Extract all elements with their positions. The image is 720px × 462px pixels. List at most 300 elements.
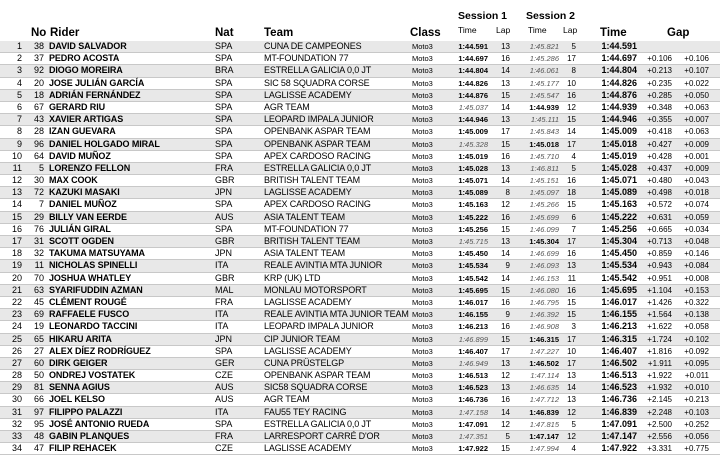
gap-to-previous-cell: +0.213 [684,395,709,405]
best-time-cell: 1:45.450 [601,248,637,259]
class-cell: Moto3 [412,383,433,393]
class-cell: Moto3 [412,297,433,307]
rider-name-cell: SYARIFUDDIN AZMAN [49,284,143,295]
team-cell: REALE AVINTIA MTA JUNIOR [264,260,383,271]
session2-lap-cell: 17 [567,54,576,64]
rider-name-cell: HIKARU ARITA [49,333,112,344]
position-cell: 18 [11,248,22,259]
rider-name-cell: JOSÉ ANTONIO RUEDA [49,418,150,429]
team-cell: MT-FOUNDATION 77 [264,53,349,64]
best-time-cell: 1:45.542 [601,272,637,283]
session2-lap-cell: 15 [567,115,576,125]
rider-name-cell: LEONARDO TACCINI [49,321,138,332]
best-time-cell: 1:47.922 [601,443,637,454]
session2-time-cell: 1:47.712 [529,395,559,405]
position-cell: 13 [11,187,22,198]
table-row [0,285,720,297]
session1-lap-cell: 13 [501,237,510,246]
session2-lap-cell: 14 [567,383,576,393]
rider-name-cell: DIOGO MOREIRA [49,65,123,76]
session1-time-subheader: Time [458,25,477,35]
gap-to-first-cell: +0.437 [647,163,672,173]
nationality-cell: JPN [215,248,233,259]
gap-to-first-cell: +0.713 [647,237,672,246]
session1-time-cell: 1:45.256 [458,224,488,234]
table-row [0,41,720,53]
gap-to-previous-cell: +0.063 [684,127,709,137]
nationality-cell: AUS [215,382,234,393]
team-cell: ESTRELLA GALICIA 0,0 JT [264,65,372,76]
class-cell: Moto3 [412,346,433,356]
class-cell: Moto3 [412,90,433,100]
rider-name-cell: ONDREJ VOSTATEK [49,370,136,381]
gap-to-previous-cell: +0.146 [684,249,709,259]
session1-time-cell: 1:46.407 [458,346,488,356]
class-cell: Moto3 [412,322,433,332]
table-row [0,443,720,455]
rider-name-cell: FILIPPO PALAZZI [49,406,123,417]
best-time-cell: 1:45.009 [601,126,637,137]
session1-lap-cell: 14 [501,102,510,112]
rider-number-cell: 69 [33,309,44,320]
rider-number-cell: 81 [33,382,44,393]
no-header: No [31,27,47,39]
session2-lap-cell: 17 [567,334,576,344]
gap-to-previous-cell: +0.095 [684,358,709,368]
session1-lap-cell: 12 [501,200,510,210]
nationality-cell: FRA [215,296,233,307]
session1-lap-cell: 15 [501,224,510,234]
session1-time-cell: 1:46.899 [458,334,488,344]
rider-number-cell: 43 [33,114,44,125]
session1-time-cell: 1:46.513 [458,371,488,381]
class-cell: Moto3 [412,273,433,283]
session2-time-cell: 1:46.080 [529,285,559,295]
session2-lap-cell: 13 [567,395,576,405]
rider-name-cell: JULIÁN GIRAL [49,223,111,234]
best-time-cell: 1:45.018 [601,138,637,149]
gap-to-previous-cell: +0.011 [684,371,709,381]
gap-to-first-cell: +0.348 [647,102,672,112]
gap-to-first-cell: +0.665 [647,224,672,234]
best-time-cell: 1:44.826 [601,77,637,88]
gap-to-first-cell: +0.213 [647,66,672,76]
team-cell: BRITISH TALENT TEAM [264,175,361,186]
gap-to-first-cell: +1.922 [647,371,672,381]
team-cell: SIC 58 SQUADRA CORSE [264,77,370,88]
team-cell: ASIA TALENT TEAM [264,211,345,222]
session2-time-cell: 1:46.635 [529,383,559,393]
position-cell: 8 [16,126,22,137]
session1-lap-cell: 14 [501,66,510,76]
rider-name-cell: TAKUMA MATSUYAMA [49,248,145,259]
position-cell: 9 [16,138,22,149]
nationality-cell: MAL [215,284,234,295]
session2-lap-cell: 5 [571,163,576,173]
gap-to-first-cell: +2.556 [647,432,672,441]
best-time-cell: 1:44.946 [601,114,637,125]
session1-lap-cell: 16 [501,212,510,222]
session1-time-cell: 1:44.826 [458,78,488,88]
best-time-cell: 1:47.091 [601,418,637,429]
session2-time-cell: 1:46.392 [529,310,559,320]
session2-time-cell: 1:47.114 [530,371,559,381]
rider-number-cell: 7 [38,199,44,210]
session2-time-cell: 1:45.177 [529,78,559,88]
session2-time-cell: 1:45.151 [529,176,559,186]
session2-lap-cell: 7 [571,224,576,234]
rider-name-cell: DANIEL HOLGADO MIRAL [49,138,160,149]
session2-lap-cell: 8 [571,66,576,76]
table-row [0,346,720,358]
rider-number-cell: 63 [33,284,44,295]
position-cell: 6 [16,101,22,112]
table-row [0,273,720,285]
rider-number-cell: 70 [33,272,44,283]
session1-lap-cell: 15 [501,90,510,100]
session2-time-cell: 1:46.061 [529,66,559,76]
position-cell: 7 [16,114,22,125]
gap-to-first-cell: +0.951 [647,273,672,283]
team-cell: ESTRELLA GALICIA 0,0 JT [264,162,372,173]
position-cell: 10 [11,150,22,161]
position-cell: 26 [11,345,22,356]
rider-name-cell: JOSHUA WHATLEY [49,272,132,283]
gap-to-first-cell: +0.428 [647,151,672,161]
team-header: Team [264,27,294,39]
session1-lap-cell: 16 [501,322,510,332]
session2-lap-cell: 11 [567,273,576,283]
best-time-cell: 1:45.304 [601,236,637,246]
team-cell: AGR TEAM [264,101,310,112]
session1-lap-cell: 17 [501,127,510,137]
gap-to-previous-cell: +0.056 [684,432,709,441]
session2-time-cell: 1:46.093 [529,261,559,271]
rider-number-cell: 20 [33,77,44,88]
rider-number-cell: 65 [33,333,44,344]
session1-time-cell: 1:45.089 [458,188,488,198]
best-time-cell: 1:45.028 [601,162,637,173]
session2-time-cell: 1:46.839 [529,407,559,417]
session2-lap-cell: 10 [567,346,576,356]
table-row [0,163,720,175]
table-row [0,151,720,163]
session2-time-cell: 1:46.099 [529,224,559,234]
session1-lap-cell: 16 [501,297,510,307]
gap-to-first-cell: +1.622 [647,322,672,332]
session2-time-cell: 1:45.821 [529,42,559,51]
session1-time-cell: 1:46.949 [458,358,488,368]
table-row [0,419,720,431]
session2-lap-cell: 12 [567,432,576,441]
session1-lap-cell: 13 [501,358,510,368]
session2-time-cell: 1:45.111 [530,115,559,125]
session2-time-subheader: Time [528,25,547,35]
position-cell: 4 [16,77,22,88]
rider-number-cell: 47 [33,443,44,454]
table-row [0,139,720,151]
session1-time-cell: 1:47.091 [458,419,488,429]
best-time-cell: 1:46.513 [601,370,637,381]
class-cell: Moto3 [412,151,433,161]
nationality-cell: SPA [215,150,233,161]
team-cell: LAGLISSE ACADEMY [264,296,352,307]
rider-header: Rider [50,27,80,39]
session2-lap-cell: 16 [567,90,576,100]
team-cell: CUNA DE CAMPEONES [264,41,362,51]
rider-name-cell: ADRIÁN FERNÁNDEZ [49,89,141,100]
gap-to-previous-cell: +0.009 [684,163,709,173]
session2-lap-cell: 5 [571,419,576,429]
rider-name-cell: DIRK GEIGER [49,357,108,368]
results-table [0,41,720,455]
session1-time-cell: 1:45.028 [458,163,488,173]
rider-number-cell: 29 [33,211,44,222]
session2-lap-cell: 17 [567,237,576,246]
position-cell: 28 [11,370,22,381]
rider-number-cell: 30 [33,175,44,186]
position-cell: 20 [11,272,22,283]
nationality-cell: SPA [215,223,233,234]
gap-to-first-cell: +3.331 [647,444,672,454]
session2-lap-cell: 13 [567,261,576,271]
rider-number-cell: 5 [38,162,44,173]
session1-time-cell: 1:46.523 [458,383,488,393]
class-cell: Moto3 [412,200,433,210]
class-cell: Moto3 [412,188,433,198]
session1-lap-cell: 15 [501,285,510,295]
rider-name-cell: JOEL KELSO [49,394,105,405]
rider-name-cell: BILLY VAN EERDE [49,211,127,222]
session1-time-cell: 1:45.019 [458,151,488,161]
team-cell: SIC58 SQUADRA CORSE [264,382,368,393]
team-cell: CUNA PRÜSTELGP [264,357,344,368]
nationality-cell: FRA [215,162,233,173]
session1-lap-cell: 12 [501,419,510,429]
rider-number-cell: 50 [33,370,44,381]
position-cell: 21 [11,284,22,295]
position-cell: 2 [16,53,22,64]
best-time-cell: 1:45.163 [601,199,637,210]
session1-lap-cell: 16 [501,54,510,64]
table-row [0,431,720,443]
best-time-cell: 1:45.534 [601,260,637,271]
nationality-cell: SPA [215,101,233,112]
session1-time-cell: 1:44.946 [458,115,488,125]
team-cell: CIP JUNIOR TEAM [264,333,340,344]
rider-name-cell: FILIP REHACEK [49,443,117,454]
position-cell: 27 [11,357,22,368]
team-cell: LARRESPORT CARRÉ D'OR [264,431,380,441]
gap-to-first-cell: +0.859 [647,249,672,259]
table-row [0,126,720,138]
session2-time-cell: 1:45.547 [529,90,559,100]
position-cell: 22 [11,296,22,307]
gap-to-first-cell: +0.943 [647,261,672,271]
session1-lap-cell: 16 [501,151,510,161]
rider-number-cell: 18 [33,89,44,100]
position-cell: 34 [11,443,22,454]
session2-time-cell: 1:46.153 [529,273,559,283]
gap-to-previous-cell: +0.001 [684,151,709,161]
team-cell: LAGLISSE ACADEMY [264,89,352,100]
session1-time-cell: 1:47.158 [458,407,488,417]
session1-lap-cell: 14 [501,407,510,417]
table-row [0,248,720,260]
session1-time-cell: 1:45.534 [458,261,488,271]
session2-time-cell: 1:47.994 [529,444,559,454]
class-cell: Moto3 [412,163,433,173]
session1-time-cell: 1:46.213 [458,322,488,332]
session1-time-cell: 1:46.017 [458,297,488,307]
nationality-cell: GBR [215,272,235,283]
gap-to-previous-cell: +0.084 [684,261,709,271]
gap-to-first-cell: +2.248 [647,407,672,417]
session2-time-cell: 1:45.843 [529,127,559,137]
session2-lap-cell: 17 [567,358,576,368]
rider-number-cell: 32 [33,248,44,259]
best-time-cell: 1:46.736 [601,394,637,405]
session2-lap-cell: 12 [567,407,576,417]
session1-time-cell: 1:47.922 [458,444,488,454]
rider-name-cell: PEDRO ACOSTA [49,53,120,64]
gap-to-first-cell: +1.816 [647,346,672,356]
team-cell: OPENBANK ASPAR TEAM [264,126,371,137]
gap-to-previous-cell: +0.107 [684,66,709,76]
rider-number-cell: 28 [33,126,44,137]
class-cell: Moto3 [412,261,433,271]
session1-time-cell: 1:45.715 [458,237,488,246]
nationality-cell: JPN [215,187,233,198]
gap-to-first-cell: +0.480 [647,176,672,186]
rider-number-cell: 37 [33,53,44,64]
team-cell: ASIA TALENT TEAM [264,248,345,259]
rider-name-cell: CLÉMENT ROUGÉ [49,296,127,307]
nat-header: Nat [215,27,234,39]
class-cell: Moto3 [412,395,433,405]
position-cell: 31 [11,406,22,417]
gap-to-first-cell: +1.911 [647,358,672,368]
class-cell: Moto3 [412,78,433,88]
session2-lap-cell: 5 [571,42,576,51]
gap-to-first-cell: +0.285 [647,90,672,100]
rider-number-cell: 19 [33,321,44,332]
session1-lap-cell: 14 [501,249,510,259]
gap-to-previous-cell: +0.022 [684,78,709,88]
class-cell: Moto3 [412,444,433,454]
rider-name-cell: ALEX DÍEZ RODRÍGUEZ [49,345,151,356]
rider-name-cell: SCOTT OGDEN [49,236,114,246]
session1-time-cell: 1:47.351 [458,432,488,441]
session2-lap-cell: 16 [567,285,576,295]
session2-lap-cell: 4 [571,151,576,161]
best-time-cell: 1:46.502 [601,357,637,368]
position-cell: 12 [11,175,22,186]
class-cell: Moto3 [412,334,433,344]
position-cell: 1 [16,41,22,51]
table-row [0,199,720,211]
position-cell: 32 [11,418,22,429]
session2-lap-cell: 13 [567,371,576,381]
best-time-cell: 1:44.876 [601,89,637,100]
nationality-cell: AUS [215,211,234,222]
table-row [0,65,720,77]
nationality-cell: BRA [215,65,234,76]
position-cell: 24 [11,321,22,332]
class-cell: Moto3 [412,432,433,441]
gap-to-previous-cell: +0.153 [684,285,709,295]
gap-to-previous-cell: +0.007 [684,115,709,125]
session1-time-cell: 1:45.037 [458,102,488,112]
team-cell: OPENBANK ASPAR TEAM [264,138,371,149]
table-row [0,90,720,102]
session2-time-cell: 1:46.811 [530,163,559,173]
nationality-cell: CZE [215,370,233,381]
class-cell: Moto3 [412,42,433,51]
session2-lap-cell: 18 [567,188,576,198]
gap-to-first-cell: +0.498 [647,188,672,198]
best-time-cell: 1:46.315 [601,333,637,344]
nationality-cell: SPA [215,77,233,88]
gap-to-previous-cell: +0.008 [684,273,709,283]
best-time-cell: 1:45.089 [601,187,637,198]
session2-time-cell: 1:45.286 [529,54,559,64]
gap-header: Gap [667,27,690,39]
session1-time-cell: 1:44.697 [458,54,488,64]
nationality-cell: SPA [215,41,233,51]
time-header: Time [600,27,627,39]
rider-number-cell: 31 [33,236,44,246]
team-cell: FAU55 TEY RACING [264,406,347,417]
session1-lap-cell: 13 [501,78,510,88]
gap-to-first-cell: +0.427 [647,139,672,149]
nationality-cell: SPA [215,89,233,100]
gap-to-previous-cell: +0.018 [684,188,709,198]
position-cell: 33 [11,431,22,441]
rider-number-cell: 76 [33,223,44,234]
session1-header: Session 1 [458,10,508,22]
session2-time-cell: 1:44.939 [529,102,559,112]
team-cell: LAGLISSE ACADEMY [264,187,352,198]
best-time-cell: 1:46.017 [601,296,637,307]
session2-time-cell: 1:46.699 [529,249,559,259]
class-cell: Moto3 [412,249,433,259]
rider-name-cell: DAVID MUÑOZ [49,150,111,161]
rider-name-cell: LORENZO FELLON [49,162,131,173]
rider-number-cell: 64 [33,150,44,161]
team-cell: ESTRELLA GALICIA 0,0 JT [264,418,372,429]
gap-to-previous-cell: +0.103 [684,407,709,417]
table-row [0,102,720,114]
session1-lap-cell: 16 [501,395,510,405]
class-cell: Moto3 [412,358,433,368]
gap-to-previous-cell: +0.034 [684,224,709,234]
session2-time-cell: 1:45.699 [529,212,559,222]
team-cell: AGR TEAM [264,394,310,405]
rider-name-cell: SENNA AGIUS [49,382,110,393]
position-cell: 19 [11,260,22,271]
table-row [0,321,720,333]
gap-to-previous-cell: +0.059 [684,212,709,222]
rider-name-cell: MAX COOK [49,175,98,186]
gap-to-first-cell: +0.235 [647,78,672,88]
best-time-cell: 1:44.804 [601,65,637,76]
session1-time-cell: 1:44.876 [458,90,488,100]
rider-number-cell: 66 [33,394,44,405]
best-time-cell: 1:44.697 [601,53,637,64]
class-cell: Moto3 [412,54,433,64]
team-cell: LAGLISSE ACADEMY [264,345,352,356]
